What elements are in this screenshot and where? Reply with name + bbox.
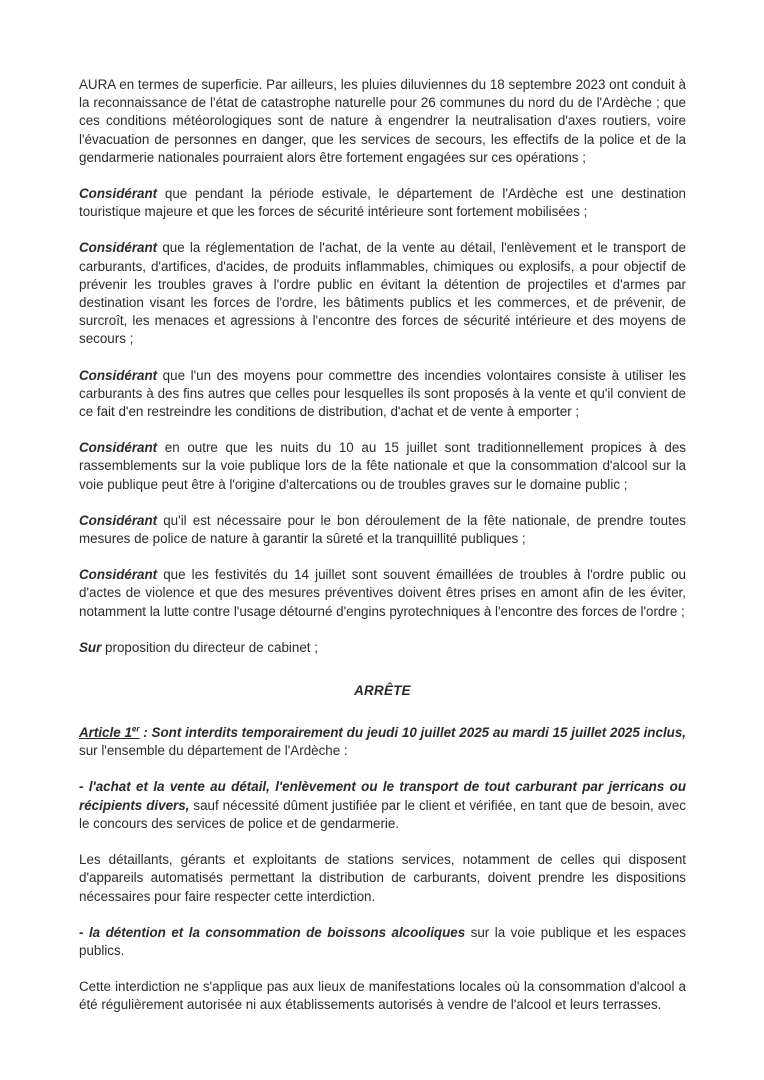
item-carburant <box>79 778 686 833</box>
considerant-lead: Considérant <box>79 367 158 383</box>
considerant-paragraph <box>79 185 686 221</box>
detaillants-paragraph: Les détaillants, gérants et exploitants de stations services, notamment de celles qui disposent d'appareils automatisés permettant la distribution de carburants, doivent prendre les dispositions nécessaires pour faire respecter cette interdiction. <box>79 852 686 904</box>
arrete-heading: ARRÊTE <box>354 683 411 699</box>
item-alcool-rest: sur la voie publique et les espaces publics. <box>79 924 686 958</box>
considerant-paragraph <box>79 439 686 494</box>
considerant-paragraph <box>79 239 686 348</box>
considerant-text: que l'un des moyens pour commettre des incendies volontaires consiste à utiliser les carburants à des fins autres que celles pour lesquelles ils sont proposés à la vente et qu'il convient de ce fait d'en restreindre les conditions de distribution, d'achat et de vente à emporter ; <box>79 367 686 420</box>
proposition-paragraph <box>79 639 686 657</box>
considerant-lead: Considérant <box>79 440 158 456</box>
proposition-lead: Sur <box>79 639 102 655</box>
article-1-bold-text: : Sont interdits temporairement du jeudi 10 juillet 2025 au mardi 15 juillet 2025 inclus, <box>139 725 687 741</box>
considerant-text: que la réglementation de l'achat, de la vente au détail, l'enlèvement et le transport de carburants, d'artifices, d'acides, de produits inflammables, chimiques ou explosifs, a pour objectif de prévenir les troubles graves à l'ordre public en évitant la détention de projectiles et d'armes par destination visant les forces de l'ordre, les bâtiments publics et les commerces, et de prévenir, de surcroît, les menaces et agressions à l'encontre des forces de sécurité intérieure et des moyens de secours ; <box>79 240 686 347</box>
item-alcool-bold: - la détention et la consommation de boissons alcooliques <box>79 924 466 940</box>
item-carburant-bold: - l'achat et la vente au détail, l'enlèvement ou le transport de tout carburant par jerricans ou récipients divers, <box>79 779 686 813</box>
article-1-paragraph <box>79 724 686 760</box>
proposition-text: proposition du directeur de cabinet ; <box>101 639 318 655</box>
considerant-lead: Considérant <box>79 240 158 256</box>
exception-paragraph: Cette interdiction ne s'applique pas aux lieux de manifestations locales où la consommation d'alcool a été régulièrement autorisée ni aux établissements autorisés à vendre de l'alcool et leurs terrasses. <box>79 979 686 1013</box>
considerant-lead: Considérant <box>79 186 158 202</box>
intro-paragraph: AURA en termes de superficie. Par ailleurs, les pluies diluviennes du 18 septembre 2023 ont conduit à la reconnaissance de l'état de catastrophe naturelle pour 26 communes du nord du de l'Ardèche ; que ces conditions météorologiques sont de nature à engendrer la neutralisation d'axes routiers, voire l'évacuation de personnes en danger, que les services de secours, les effectifs de la police et de la gendarmerie nationales pourraient alors être fortement engagées sur ces opérations ; <box>79 77 686 165</box>
considerant-paragraph <box>79 512 686 548</box>
item-alcool <box>79 924 686 960</box>
considerant-text: qu'il est nécessaire pour le bon déroulement de la fête nationale, de prendre toutes mesures de police de nature à garantir la sûreté et la tranquillité publiques ; <box>79 512 686 547</box>
considerant-lead: Considérant <box>79 512 158 528</box>
article-1-rest: sur l'ensemble du département de l'Ardèche : <box>79 743 348 759</box>
considerant-text: que pendant la période estivale, le département de l'Ardèche est une destination touristique majeure et que les forces de sécurité intérieure sont fortement mobilisées ; <box>79 186 686 220</box>
considerant-lead: Considérant <box>79 567 158 583</box>
item-carburant-rest: sauf nécessité dûment justifiée par le client et vérifiée, en tant que de besoin, avec le concours des services de police et de gendarmerie. <box>79 797 687 831</box>
considerant-paragraph <box>79 566 686 621</box>
article-1-label: Article 1er <box>79 724 140 741</box>
considerant-text: en outre que les nuits du 10 au 15 juillet sont traditionnellement propices à des rassemblements sur la voie publique lors de la fête nationale et que la consommation d'alcool sur la voie publique peut être à l'origine d'altercations ou de troubles graves sur le domaine public ; <box>79 440 686 492</box>
considerant-text: que les festivités du 14 juillet sont souvent émaillées de troubles à l'ordre public ou d'actes de violence et que des mesures préventives doivent êtres prises en amont afin de les éviter, notamment la lutte contre l'usage détourné d'engins pyrotechniques à l'encontre des forces de l'ordre ; <box>79 567 686 619</box>
considerant-paragraph <box>79 367 686 422</box>
